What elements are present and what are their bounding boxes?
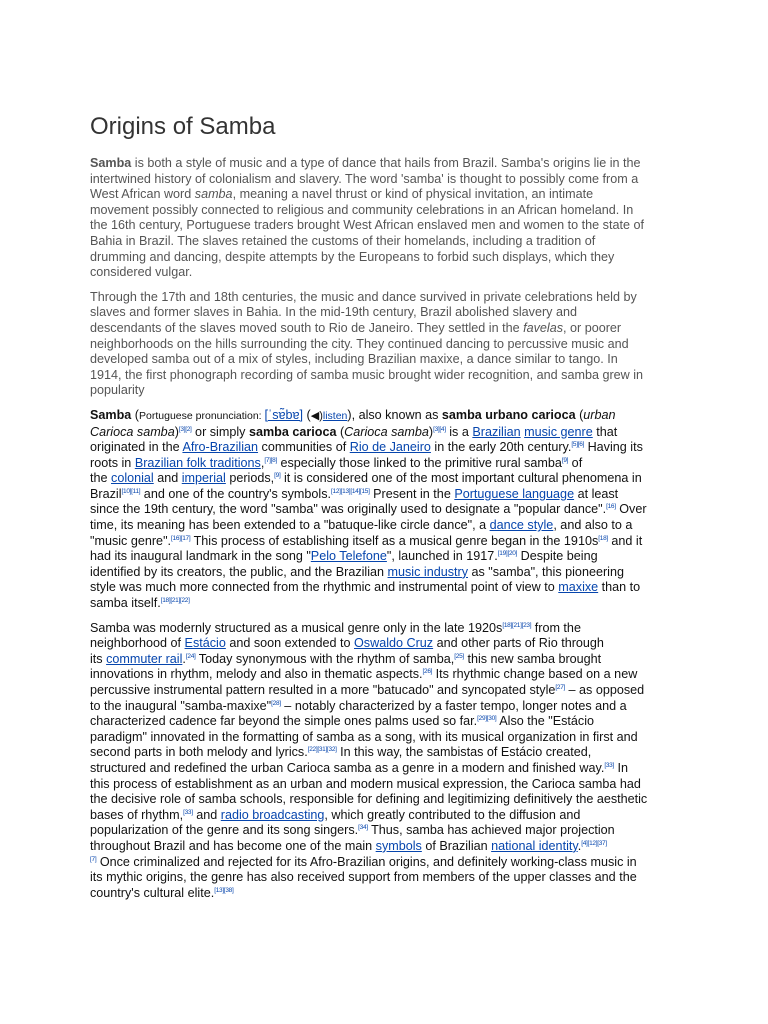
text-line: the colonial and imperial periods,[9] it is considered one of the most important cultural phenomena in xyxy=(90,471,642,486)
citation-link[interactable]: [9] xyxy=(561,456,569,464)
text-line: Carioca samba)[3][2] or simply samba carioca (Carioca samba)[3][4] is a Brazilian music genre that xyxy=(90,424,618,439)
article xyxy=(90,112,680,910)
article-link[interactable]: maxixe xyxy=(558,580,599,595)
article-link[interactable]: [ˈsɐ̃bɐ] xyxy=(264,407,304,422)
paragraph-intro xyxy=(90,156,680,281)
text-line: Samba is both a style of music and a type of dance that hails from Brazil. Samba's origins lie in the xyxy=(90,156,641,170)
text-line: slaves and former slaves in Bahia. In the mid-19th century, Brazil abolished slavery and xyxy=(90,305,577,320)
italic-term: samba xyxy=(194,187,233,202)
article-link[interactable]: Brazilian folk traditions xyxy=(134,455,261,470)
text-line: popularity xyxy=(90,383,145,398)
text-line: neighborhood of Estácio and soon extended to Oswaldo Cruz and other parts of Rio through xyxy=(90,636,604,651)
article-link[interactable]: Pelo Telefone xyxy=(310,549,387,564)
article-link[interactable]: listen xyxy=(322,409,348,422)
text-line: Brazil[10][11] and one of the country's symbols.[12][13][14][15] Present in the Portuguese language at least xyxy=(90,486,619,501)
text-line: 1914, the first phonograph recording of samba music brought wider recognition, and samba grew in xyxy=(90,367,644,382)
text-line: descendants of the slaves moved south to Rio de Janeiro. They settled in the favelas, or poorer xyxy=(90,320,622,335)
citation-link[interactable]: [9] xyxy=(274,472,281,480)
article-link[interactable]: commuter rail xyxy=(106,651,183,666)
citation-link[interactable]: [26] xyxy=(422,668,433,676)
text-line: the 16th century, Portuguese traders brought West African enslaved men and women to the state of xyxy=(90,218,644,233)
text-line: style was much more connected from the rhythmic and instrumental point of view to maxixe than to xyxy=(90,580,641,595)
citation-link[interactable]: [34] xyxy=(358,824,368,832)
text-line: West African word samba, meaning a navel thrust or kind of physical invitation, an intimate xyxy=(90,187,594,202)
italic-term: Carioca samba xyxy=(90,424,175,439)
citation-link[interactable]: [18] xyxy=(598,534,608,542)
article-link[interactable]: music genre xyxy=(524,424,593,439)
citation-link[interactable]: [24] xyxy=(185,652,196,660)
text-line: Samba (Portuguese pronunciation: [ˈsɐ̃bɐ] (◀)listen), also known as samba urbano carioca (urban xyxy=(90,407,616,422)
text-line: its mythic origins, the genre has also received support from members of the upper classes and the xyxy=(90,870,637,885)
article-link[interactable]: Rio de Janeiro xyxy=(349,440,431,455)
text-line: time, its meaning has been extended to a "batuque-like circle dance", a dance style, and also to a xyxy=(90,518,633,533)
article-link[interactable]: dance style xyxy=(489,518,554,533)
citation-link[interactable]: [7] xyxy=(90,855,97,863)
text-line: intertwined history of colonialism and slavery. The word 'samba' is thought to possibly come from a xyxy=(90,171,639,186)
citation-link[interactable]: [5][6] xyxy=(571,440,585,448)
text-line: considered vulgar. xyxy=(90,265,193,280)
text-line: percussive instrumental pattern resulted in a more "batucado" and syncopated style[27] – as opposed xyxy=(90,683,645,697)
text-line: paradigm" innovated in the formatting of samba as a song, with its musical organization in first and xyxy=(90,729,638,744)
citation-link[interactable]: [22][31][32] xyxy=(307,746,337,754)
speaker-icon[interactable]: ◀) xyxy=(310,409,323,422)
text-line: neighborhoods on the hills surrounding the city. They continued dancing to percussive music and xyxy=(90,336,629,351)
citation-link[interactable]: [13][38] xyxy=(214,886,234,894)
text-line: Through the 17th and 18th centuries, the music and dance survived in private celebrations held by xyxy=(90,289,637,304)
text-line: country's cultural elite.[13][38] xyxy=(90,885,234,900)
text-line: Bahia in Brazil. The slaves retained the customs of their homelands, including a tradition of xyxy=(90,233,596,248)
text-line: had its inaugural landmark in the song "Pelo Telefone", launched in 1917.[19][20] Despite being xyxy=(90,549,598,564)
citation-link[interactable]: [18][21][23] xyxy=(502,621,532,629)
article-link[interactable]: Afro-Brazilian xyxy=(182,440,259,455)
text-line: drumming and dancing, despite attempts by the Europeans to forbid such displays, which they xyxy=(90,249,615,264)
article-link[interactable]: Brazilian xyxy=(472,424,521,439)
text-line: throughout Brazil and has become one of the main symbols of Brazilian national identity.[4][12][37] xyxy=(90,838,607,853)
text-line: identified by its creators, the public, and the Brazilian music industry as "samba", this pioneering xyxy=(90,564,624,579)
bold-term: samba urbano carioca xyxy=(441,407,576,422)
citation-link[interactable]: [33] xyxy=(604,761,614,769)
citation-link[interactable]: [16][17] xyxy=(171,534,191,542)
text-line: structured and redefined the urban Carioca samba as a genre in a modern and finished way.[33] In xyxy=(90,760,628,775)
citation-link[interactable]: [18][21][22] xyxy=(160,596,190,604)
paragraph-history xyxy=(90,290,680,399)
paragraph-samba-definition xyxy=(90,408,680,612)
text-line: samba itself.[18][21][22] xyxy=(90,596,190,611)
italic-term: Carioca samba xyxy=(344,424,429,439)
text-line: [7] Once criminalized and rejected for its Afro-Brazilian origins, and definitely working-class music in xyxy=(90,854,637,869)
paragraph-samba-modern xyxy=(90,621,680,902)
text-line: developed samba out of a mix of styles, including Brazilian maxixe, a dance similar to tango. In xyxy=(90,352,618,367)
text-line: since the 19th century, the word "samba" was originally used to designate a "popular dance".[16] Over xyxy=(90,502,647,517)
text-line: originated in the Afro-Brazilian communities of Rio de Janeiro in the early 20th century.[5][6] Having its xyxy=(90,440,643,455)
text-line: bases of rhythm,[33] and radio broadcasting, which greatly contributed to the diffusion and xyxy=(90,807,581,822)
page-title: Origins of Samba xyxy=(90,113,276,140)
article-link[interactable]: national identity xyxy=(491,838,578,853)
citation-link[interactable]: [4][12][37] xyxy=(581,839,607,847)
article-link[interactable]: Portuguese language xyxy=(454,486,575,501)
article-link[interactable]: radio broadcasting xyxy=(220,807,325,822)
article-link[interactable]: Oswaldo Cruz xyxy=(354,636,434,651)
text-line: second parts in both melody and lyrics.[22][31][32] In this way, the sambistas of Estácio created, xyxy=(90,745,592,760)
article-link[interactable]: colonial xyxy=(111,471,154,486)
citation-link[interactable]: [27] xyxy=(555,683,566,691)
italic-term: favelas xyxy=(523,320,564,335)
citation-link[interactable]: [16] xyxy=(606,503,616,511)
text-line: its commuter rail.[24] Today synonymous with the rhythm of samba,[25] this new samba brought xyxy=(90,651,602,666)
article-link[interactable]: music industry xyxy=(387,564,468,579)
text-line: popularization of the genre and its song singers.[34] Thus, samba has achieved major projection xyxy=(90,823,615,838)
text-line: innovations in rhythm, melody and also in thematic aspects.[26] Its rhythmic change based on a new xyxy=(90,667,638,682)
italic-term: urban xyxy=(583,407,616,422)
citation-link[interactable]: [25] xyxy=(454,652,464,660)
citation-link[interactable]: [33] xyxy=(183,808,193,816)
text-line: Samba was modernly structured as a musical genre only in the late 1920s[18][21][23] from the xyxy=(90,620,581,635)
text-line: roots in Brazilian folk traditions,[7][8] especially those linked to the primitive rural samba[9] of xyxy=(90,455,583,470)
article-link[interactable]: imperial xyxy=(181,471,226,486)
article-link[interactable]: Estácio xyxy=(184,636,226,651)
text-line: this process of establishment as an urban and modern musical expression, the Carioca samba had xyxy=(90,776,641,791)
article-link[interactable]: symbols xyxy=(375,838,422,853)
citation-link[interactable]: [10][11] xyxy=(121,487,141,495)
citation-link[interactable]: [7][8] xyxy=(264,456,277,464)
text-line: the decisive role of samba schools, responsible for defining and legitimizing definitively the aesthetic xyxy=(90,792,648,807)
text-line: to the inaugural "samba-maxixe"[28] – notably characterized by a faster tempo, longer notes and a xyxy=(90,698,627,713)
bold-term: Samba xyxy=(90,156,132,170)
bold-term: Samba xyxy=(90,407,132,422)
pronunciation-label: Portuguese pronunciation: xyxy=(139,409,265,422)
text-line: "music genre".[16][17] This process of establishing itself as a musical genre began in the 1910s[18] and it xyxy=(90,533,643,548)
text-line: movement possibly connected to religious and community celebrations in an African homeland. In xyxy=(90,202,634,217)
citation-link[interactable]: [12][13][14][15] xyxy=(331,487,370,495)
citation-link[interactable]: [3][2] xyxy=(178,425,192,433)
citation-link[interactable]: [19][20] xyxy=(497,550,518,558)
citation-link[interactable]: [3][4] xyxy=(433,425,446,433)
citation-link[interactable]: [29][30] xyxy=(477,715,497,722)
citation-link[interactable]: [28] xyxy=(271,699,281,707)
text-line: characterized cadence far beyond the simple ones palms used so far.[29][30] Also the "Estácio xyxy=(90,714,595,729)
bold-term: samba carioca xyxy=(248,424,337,439)
